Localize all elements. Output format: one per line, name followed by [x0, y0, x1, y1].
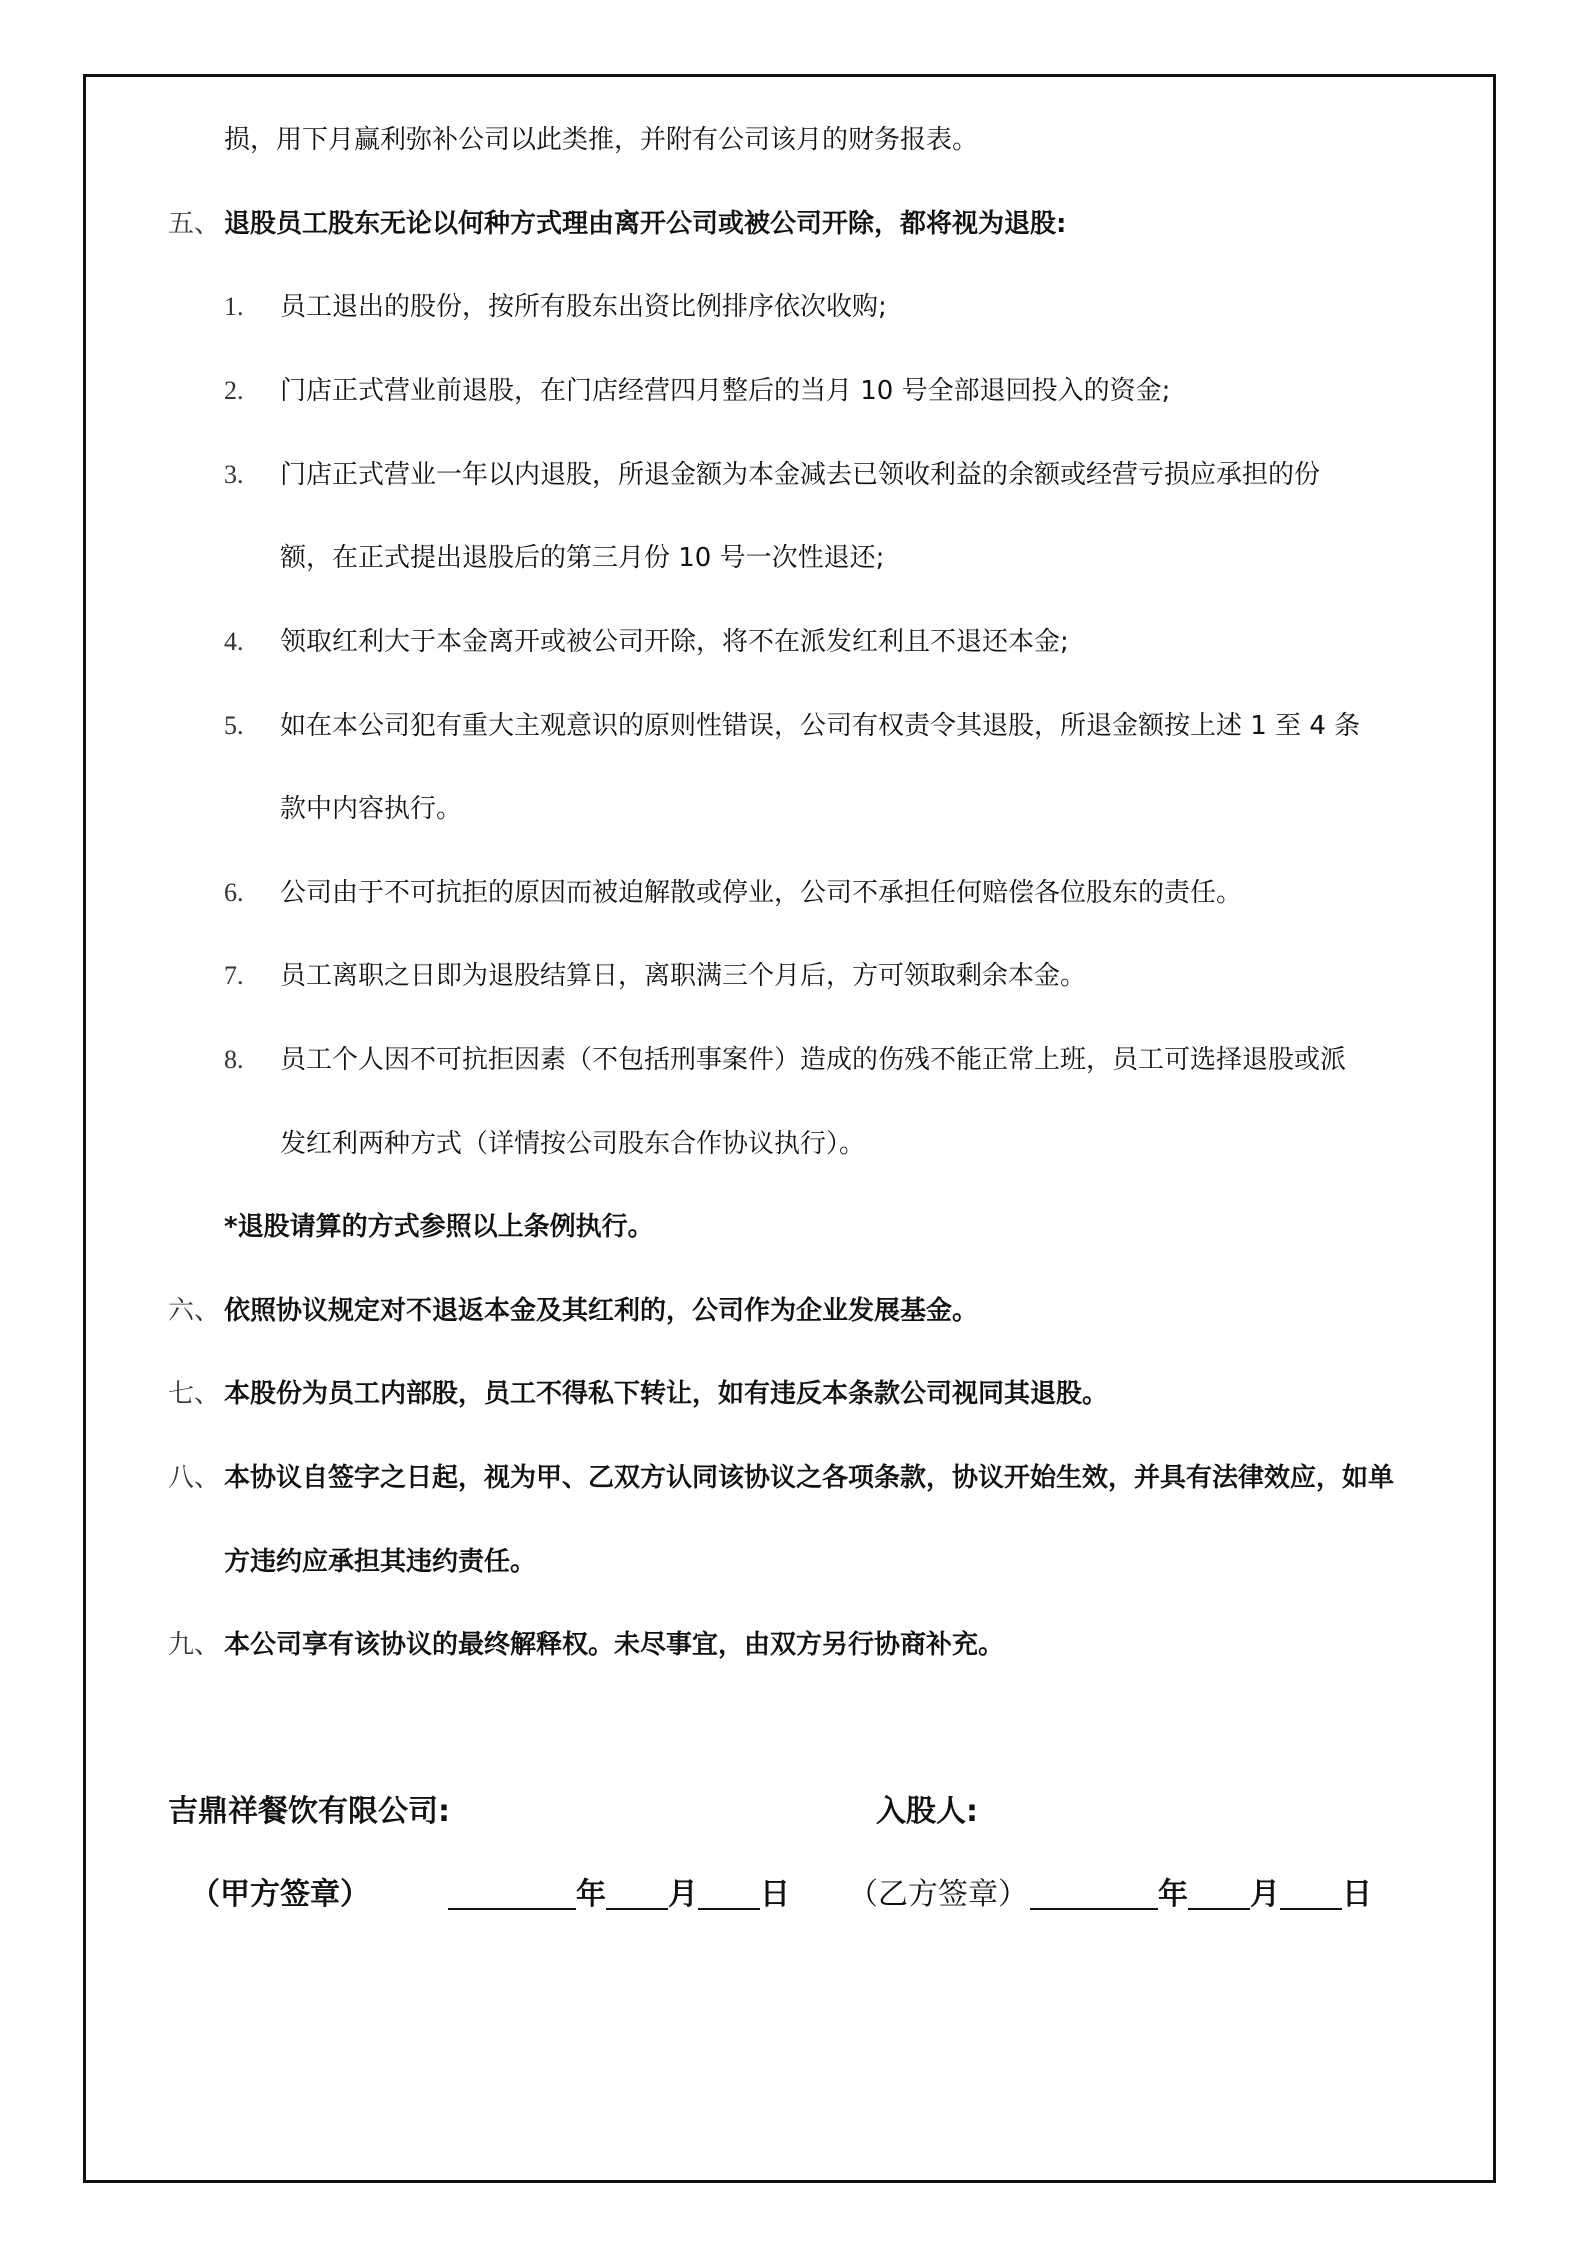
section-8-text-line1: 本协议自签字之日起，视为甲、乙双方认同该协议之各项条款，协议开始生效，并具有法律效应，如单: [224, 1463, 1395, 1493]
item-6-number: 6.: [224, 878, 244, 907]
item-4-text: 领取红利大于本金离开或被公司开除，将不在派发红利且不退还本金;: [280, 627, 1069, 657]
item-3-number: 3.: [224, 460, 244, 489]
section-7-number: 七、: [168, 1379, 221, 1409]
party-a-date: [448, 1875, 790, 1915]
party-a-seal: （甲方签章）: [190, 1877, 370, 1912]
shareholder-label: 入股人:: [876, 1794, 978, 1829]
item-4-number: 4.: [224, 627, 244, 656]
item-3-text-line2: 额，在正式提出退股后的第三月份 10 号一次性退还;: [280, 543, 885, 573]
party-b-day-blank[interactable]: [1280, 1878, 1342, 1910]
item-7-text: 员工离职之日即为退股结算日，离职满三个月后，方可领取剩余本金。: [280, 961, 1087, 991]
item-2-number: 2.: [224, 376, 244, 405]
section-5-title: 退股员工股东无论以何种方式理由离开公司或被公司开除，都将视为退股:: [224, 209, 1067, 239]
item-1-number: 1.: [224, 292, 244, 321]
party-a-month-blank[interactable]: [606, 1878, 668, 1910]
section-5-number: 五、: [168, 209, 221, 239]
item-8-text-line1: 员工个人因不可抗拒因素（不包括刑事案件）造成的伤残不能正常上班，员工可选择退股或派: [280, 1045, 1347, 1075]
section-9-text: 本公司享有该协议的最终解释权。未尽事宜，由双方另行协商补充。: [224, 1630, 1005, 1660]
party-b-day-label: 日: [1342, 1877, 1372, 1912]
party-a-day-label: 日: [760, 1877, 790, 1912]
item-8-number: 8.: [224, 1045, 244, 1074]
party-b-seal: （乙方签章）: [848, 1877, 1028, 1912]
item-6-text: 公司由于不可抗拒的原因而被迫解散或停业，公司不承担任何赔偿各位股东的责任。: [280, 878, 1243, 908]
section-8-number: 八、: [168, 1463, 221, 1493]
party-b-date: [1030, 1875, 1372, 1915]
item-2-text: 门店正式营业前退股，在门店经营四月整后的当月 10 号全部退回投入的资金;: [280, 376, 1171, 406]
intro-continuation: 损，用下月赢利弥补公司以此类推，并附有公司该月的财务报表。: [224, 125, 979, 155]
party-a-day-blank[interactable]: [698, 1878, 760, 1910]
section-5-note: *退股请算的方式参照以上条例执行。: [224, 1212, 654, 1242]
item-5-text-line1: 如在本公司犯有重大主观意识的原则性错误，公司有权责令其退股，所退金额按上述 1 至 4 条: [280, 711, 1361, 741]
item-5-text-line2: 款中内容执行。: [280, 794, 463, 824]
section-6-text: 依照协议规定对不退返本金及其红利的，公司作为企业发展基金。: [224, 1296, 979, 1326]
party-a-month-label: 月: [668, 1877, 698, 1912]
item-3-text-line1: 门店正式营业一年以内退股，所退金额为本金减去已领收利益的余额或经营亏损应承担的份: [280, 460, 1321, 490]
section-8-text-line2: 方违约应承担其违约责任。: [224, 1547, 537, 1577]
party-b-month-label: 月: [1250, 1877, 1280, 1912]
item-7-number: 7.: [224, 961, 244, 990]
section-9-number: 九、: [168, 1630, 221, 1660]
party-a-year-blank[interactable]: [448, 1878, 576, 1910]
party-b-year-label: 年: [1158, 1877, 1188, 1912]
company-name: 吉鼎祥餐饮有限公司:: [168, 1794, 450, 1829]
section-6-number: 六、: [168, 1296, 221, 1326]
section-7-text: 本股份为员工内部股，员工不得私下转让，如有违反本条款公司视同其退股。: [224, 1379, 1109, 1409]
party-a-year-label: 年: [576, 1877, 606, 1912]
item-5-number: 5.: [224, 711, 244, 740]
item-1-text: 员工退出的股份，按所有股东出资比例排序依次收购;: [280, 292, 887, 322]
item-8-text-line2: 发红利两种方式（详情按公司股东合作协议执行）。: [280, 1129, 866, 1159]
party-b-year-blank[interactable]: [1030, 1878, 1158, 1910]
party-b-month-blank[interactable]: [1188, 1878, 1250, 1910]
